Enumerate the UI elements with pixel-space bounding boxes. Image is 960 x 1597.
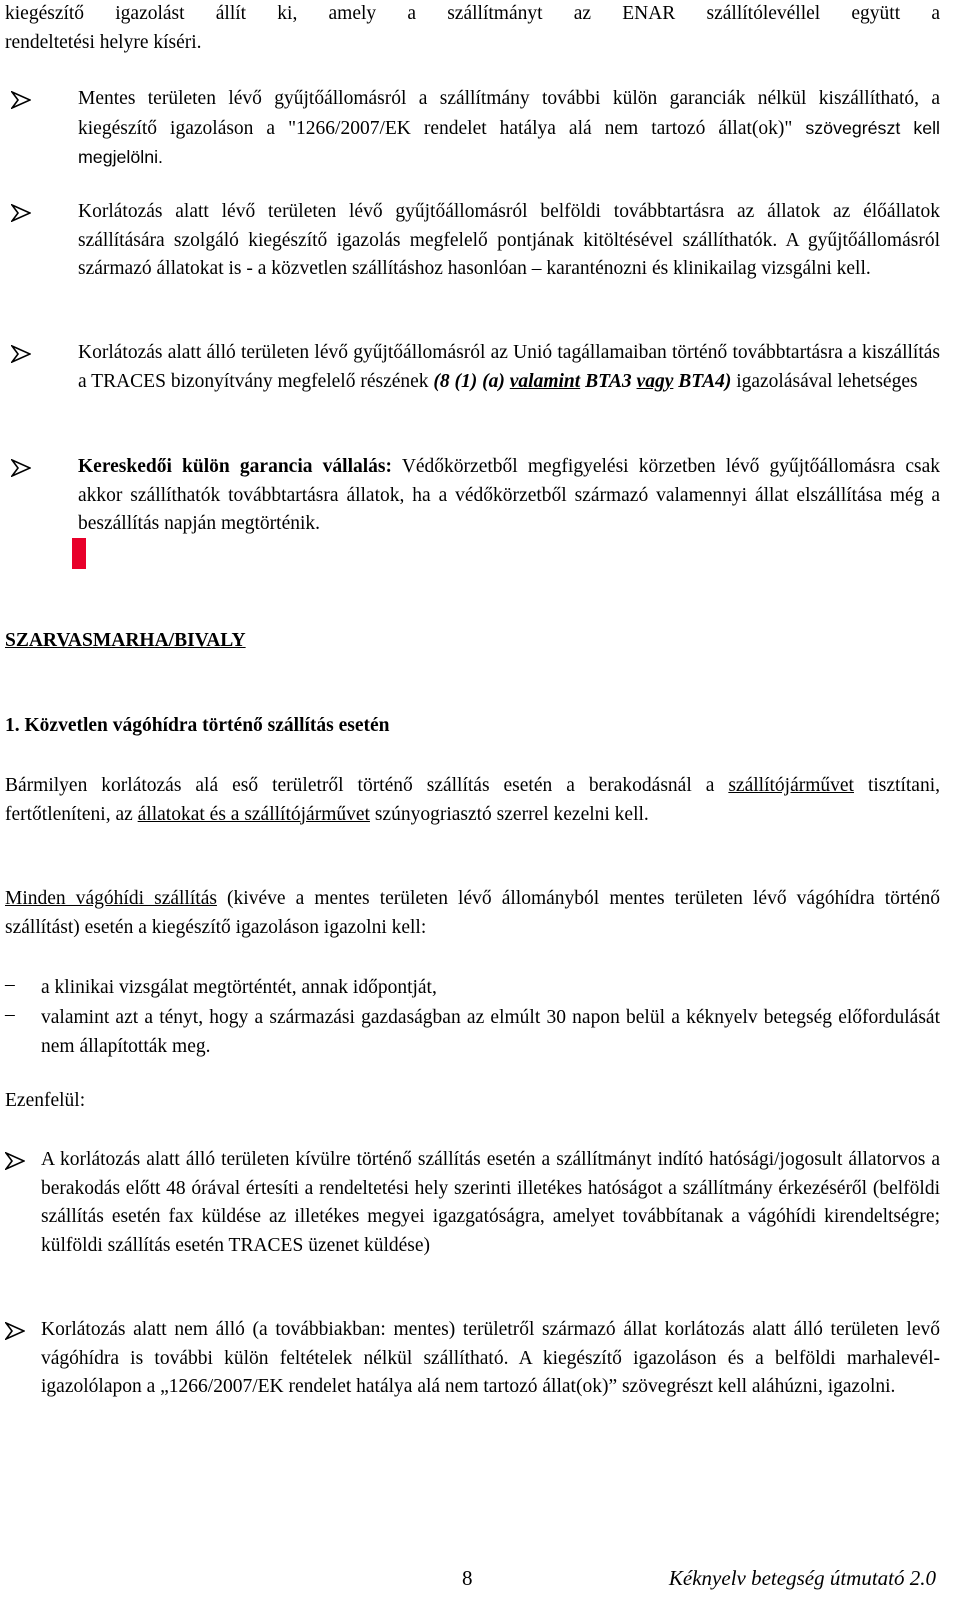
bullet-mentes-gyujtoallomas [5, 85, 940, 173]
ezenfelul-label: Ezenfelül: [5, 1090, 86, 1111]
para-underlined: szállítójárművet [728, 775, 854, 796]
arrowhead-bullet-icon [11, 91, 31, 109]
top-paragraph-line1: kiegészítő igazolást állít ki, amely a szállítmányt az ENAR szállítólevéllel együtt a [5, 3, 940, 24]
para-text: tisztítani, fertőtleníteni, az [5, 775, 940, 825]
bullet-text: Korlátozás alatt álló területen lévő gyűjtőállomásról az Unió tagállamaiban történő továbbtartásra a kiszállítás a TRACES bizonyítvány megfelelő részének [78, 342, 940, 392]
para-underlined: állatokat és a szállítójárművet [137, 803, 370, 825]
bullet-text: A korlátozás alatt álló területen kívülre történő szállítás esetén a szállítmányt indító hatósági/jogosult állatorvos a berakodás előtt 48 órával értesíti a rendeltetési hely szerinti illetékes hatóságot a szállítmány érkezéséről (belföldi szállítás esetén fax küldése az illetékes megyei igazgatóságra, amelyet továbbítanak a vágóhídi kirendeltségre; külföldi szállítás esetén TRACES üzenet küldése) [41, 1149, 940, 1256]
arrowhead-bullet-icon [5, 1152, 25, 1170]
bullet-bold-lead: Kereskedői külön garancia vállalás: [78, 456, 392, 477]
para-text: (kivéve a mentes területen lévő állományból mentes területen lévő vágóhídra történő szállítást) esetén a kiegészítő igazoláson igazolni kell: [5, 888, 940, 938]
traces-ref-valamint: valamint [509, 370, 581, 392]
bullet-text: Korlátozás alatt nem álló (a továbbiakban: mentes) területről származó állat korlátozás alatt álló területen levő vágóhídra is további külön feltételek nélkül szállítható. A kiegészítő igazoláson és a belföldi marhalevél-igazolólapon a „1266/2007/EK rendelet hatálya alá nem tartozó állat(ok)” szövegrészt kell aláhúzni, igazolni. [41, 1319, 940, 1397]
para-text: szúnyogriasztó szerrel kezelni kell. [369, 803, 649, 825]
traces-ref-bta4: BTA4) [673, 370, 732, 392]
traces-ref-vagy: vagy [636, 370, 674, 392]
section-heading: SZARVASMARHA/BIVALY [5, 630, 246, 651]
traces-ref-part: (8 (1) (a) [433, 370, 510, 392]
dash-bullet: – [5, 974, 15, 995]
arrowhead-bullet-icon [11, 345, 31, 363]
dash-item-text: valamint azt a tényt, hogy a származási gazdaságban az elmúlt 30 napon belül a kéknyelv betegség előfordulását nem állapították meg. [41, 1007, 940, 1057]
bullet-korlatozas-belfoldi [5, 198, 940, 284]
top-paragraph-line2: rendeltetési helyre kíséri. [5, 31, 202, 53]
bullet-korlatozas-ertesites [5, 1146, 940, 1260]
dash-item [5, 974, 940, 1003]
arrowhead-bullet-icon [5, 1322, 25, 1340]
bullet-text: Korlátozás alatt lévő területen lévő gyűjtőállomásról belföldi továbbtartásra az állatok az élőállatok szállítására szolgáló kiegészítő igazolás megfelelő pontjának kitöltésével szállíthatók. A gyűjtőállomásról származó állatokat is - a közvetlen szállításhoz hasonlóan – karanténozni és klinikailag vizsgálni kell. [78, 201, 940, 279]
arrowhead-bullet-icon [11, 459, 31, 477]
red-revision-marker [72, 538, 86, 569]
bullet-korlatozas-unio [5, 339, 940, 396]
bullet-kereskedoi-garancia [5, 453, 940, 539]
dash-bullet: – [5, 1004, 15, 1025]
bullet-text: Mentes területen lévő gyűjtőállomásról a szállítmány további külön garanciák nélkül kiszállítható, a kiegészítő igazoláson a "1266/2007/EK rendelet hatálya alá nem tartozó állat(ok)" [78, 88, 940, 139]
subsection-heading: 1. Közvetlen vágóhídra történő szállítás esetén [5, 715, 390, 736]
dash-item [5, 1004, 940, 1061]
bullet-text: Védőkörzetből megfigyelési körzetben lévő gyűjtőállomásra csak akkor szállíthatók továbbtartásra állatok, ha a védőkörzetből származó valamennyi állat elszállítása még a beszállítás napján megtörténik. [78, 456, 940, 534]
bullet-mentes-vagohid [5, 1316, 940, 1402]
bullet-text-end: igazolásával lehetséges [731, 370, 918, 392]
arrowhead-bullet-icon [11, 204, 31, 222]
bullet-text-sans: szövegrészt kell megjelölni. [78, 117, 941, 167]
paragraph-berakodas [5, 772, 940, 829]
para-underlined: Minden vágóhídi szállítás [5, 888, 217, 909]
traces-ref-bta3: BTA3 [580, 370, 637, 392]
footer-page-number: 8 [462, 1566, 473, 1590]
dash-item-text: a klinikai vizsgálat megtörténtét, annak időpontját, [41, 977, 437, 998]
top-paragraph [5, 0, 940, 57]
para-text: Bármilyen korlátozás alá eső területről történő szállítás esetén a berakodásnál a [5, 775, 729, 796]
footer-title: Kéknyelv betegség útmutató 2.0 [668, 1566, 936, 1590]
paragraph-vagohidi [5, 885, 940, 942]
